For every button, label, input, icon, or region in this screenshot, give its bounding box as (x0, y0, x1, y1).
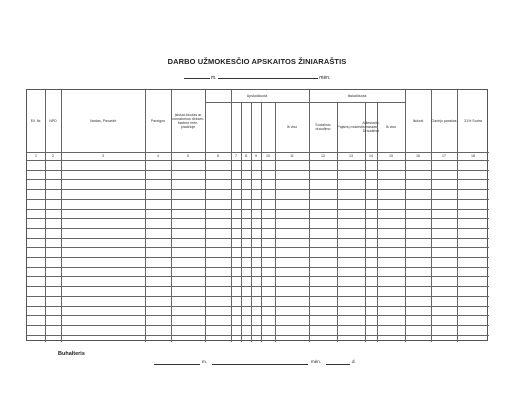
table-row-line (27, 335, 489, 336)
column-number: 10 (266, 153, 270, 158)
table-row-line (27, 199, 489, 200)
column-number-line (27, 160, 489, 161)
column-number: 3 (102, 153, 104, 158)
table-row-line (27, 286, 489, 287)
footer-month-suffix: mėn. (311, 359, 322, 364)
header-sodra-31: 31% Sodra (464, 118, 482, 123)
footer-month-blank[interactable] (212, 359, 308, 365)
header-vardas-pavarde: Vardas, Pavardė (89, 118, 117, 123)
column-divider (231, 90, 232, 342)
column-number: 1 (35, 153, 37, 158)
header-atlyginimas: Atlieskaity-maraan Draudimui (362, 120, 380, 134)
header-is-viso-1: Iš viso (286, 124, 298, 129)
table-row-line (27, 247, 489, 248)
column-number: 5 (187, 153, 189, 158)
column-number: 7 (235, 153, 237, 158)
table-row-line (27, 296, 489, 297)
column-number: 2 (52, 153, 54, 158)
column-number: 6 (217, 153, 219, 158)
header-sodra: Socialinio draudimo (315, 122, 331, 131)
document-title: DARBO UŽMOKESČIO APSKAITOS ŽINIARAŠTIS (167, 57, 347, 66)
month-blank[interactable] (218, 73, 318, 79)
table-row-line (27, 257, 489, 258)
payroll-table (26, 89, 488, 341)
table-row-line (27, 306, 489, 307)
header-ikiskaita: Įsiskai-čiuotas ar numatomos dirbam-bavimo mėn. pradžioje (172, 112, 204, 130)
column-number: 14 (369, 153, 373, 158)
header-is-viso-2: Iš viso (385, 124, 397, 129)
column-number: 8 (245, 153, 247, 158)
table-row-line (27, 218, 489, 219)
table-row-line (27, 209, 489, 210)
table-row-line (27, 325, 489, 326)
subcolumn-divider (241, 102, 242, 342)
column-number: 16 (416, 153, 420, 158)
table-row-line (27, 315, 489, 316)
period-line (0, 73, 514, 81)
column-number: 18 (471, 153, 475, 158)
month-suffix: mėn. (319, 75, 331, 81)
column-number: 11 (290, 153, 294, 158)
header-npd: NPD (49, 118, 57, 123)
header-apskaiciuota-group: Apskaičiuota (246, 93, 268, 98)
header-pajamu-mokestis: Pajamų mokestis (337, 124, 365, 129)
table-row-line (27, 228, 489, 229)
table-row-line (27, 189, 489, 190)
table-row-line (27, 238, 489, 239)
accountant-label: Buhalteris (58, 351, 85, 357)
column-number: 17 (442, 153, 446, 158)
table-row-line (27, 276, 489, 277)
table-row-line (27, 179, 489, 180)
year-suffix: m. (210, 75, 217, 81)
year-blank[interactable] (184, 73, 210, 79)
column-divider (205, 90, 206, 342)
table-row-line (27, 267, 489, 268)
column-number: 9 (255, 153, 257, 158)
table-row-line (27, 170, 489, 171)
header-isduoti: Išduoti (412, 118, 424, 123)
header-pareigos: Pareigos (150, 118, 166, 123)
column-number: 13 (349, 153, 353, 158)
footer-year-blank[interactable] (154, 359, 200, 365)
subcolumn-divider (251, 102, 252, 342)
header-isskaiciuota-group: Išskaičiuota (347, 93, 367, 98)
footer-year-suffix: m. (202, 359, 207, 364)
header-eil-nr: Eil. Nr. (30, 118, 42, 123)
subcolumn-divider (261, 102, 262, 342)
column-number: 4 (157, 153, 159, 158)
column-number: 12 (321, 153, 325, 158)
footer-day-blank[interactable] (326, 359, 350, 365)
header-gavejo-parasas: Gavėjo parašas (431, 118, 457, 123)
column-number: 15 (389, 153, 393, 158)
footer-day-suffix: d. (352, 359, 356, 364)
